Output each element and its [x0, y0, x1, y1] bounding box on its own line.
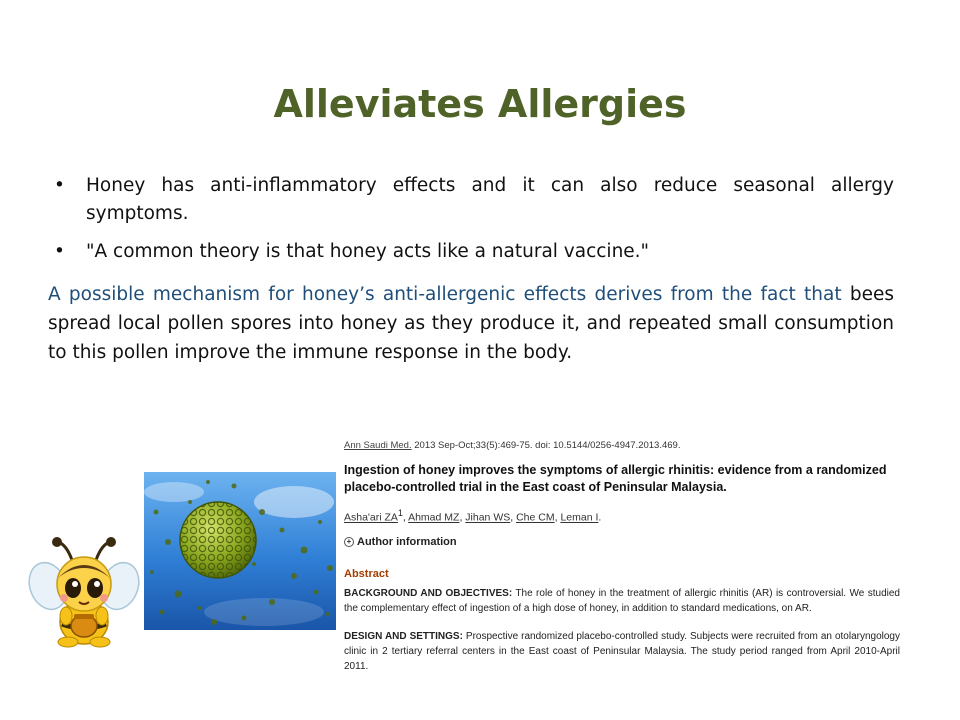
plus-circle-icon: + [344, 537, 354, 547]
pollen-grain-image [144, 472, 336, 630]
bee-image [28, 534, 140, 648]
abstract-section [344, 586, 900, 616]
author-link[interactable]: Asha'ari ZA [344, 511, 398, 524]
author-link[interactable]: Jihan WS [465, 511, 511, 524]
author-info-toggle[interactable] [344, 536, 457, 548]
bullet-item: • "A common theory is that honey acts like a natural vaccine." [48, 238, 894, 266]
bullet-item: • Honey has anti-inflammatory effects and it can also reduce seasonal allergy symptoms. [48, 172, 894, 228]
author-affiliation-sup: 1 [397, 508, 403, 518]
abstract-section [344, 629, 900, 674]
article-citation [344, 440, 680, 451]
section-text: Prospective randomized placebo-controlled study. Subjects were recruited from an otolaryngology clinic in 2 tertiary referral centers in the East coast of Peninsular Malaysia. The study period ranged from April 2010-April 2011. [344, 631, 900, 672]
article-screenshot [342, 438, 902, 670]
author-link[interactable]: Leman I [560, 511, 599, 524]
citation-details: 2013 Sep-Oct;33(5):469-75. doi: 10.5144/0256-4947.2013.469. [411, 440, 681, 451]
abstract-heading: Abstract [344, 568, 389, 580]
paragraph-highlight: A possible mechanism for honey’s anti-allergenic effects derives from the fact that [48, 284, 842, 305]
journal-link[interactable]: Ann Saudi Med. [344, 440, 412, 451]
article-title: Ingestion of honey improves the symptoms of allergic rhinitis: evidence from a randomized placebo-controlled trial in the East coast of Peninsular Malaysia. [344, 463, 887, 494]
section-text: The role of honey in the treatment of allergic rhinitis (AR) is controversial. We studied the complementary effect of ingestion of a high dose of honey, in addition to standard medications, on AR. [344, 588, 900, 614]
mechanism-paragraph [48, 280, 894, 367]
section-label: DESIGN AND SETTINGS: [344, 631, 463, 642]
author-list: Asha'ari $ZA^1$, Ahmad MZ, Jihan WS, Che CM, Leman I. [344, 508, 602, 524]
author-info-label: Author information [357, 536, 457, 548]
section-label: BACKGROUND AND OBJECTIVES: [344, 588, 513, 599]
author-link[interactable]: Che CM [516, 511, 555, 524]
author-link[interactable]: Ahmad MZ [408, 511, 460, 524]
slide-title: Alleviates Allergies [273, 82, 687, 126]
paragraph-rest: bees spread local pollen spores into honey as they produce it, and repeated small consumption to this pollen improve the immune response in the body. [48, 284, 895, 363]
bullet-list [48, 172, 894, 276]
